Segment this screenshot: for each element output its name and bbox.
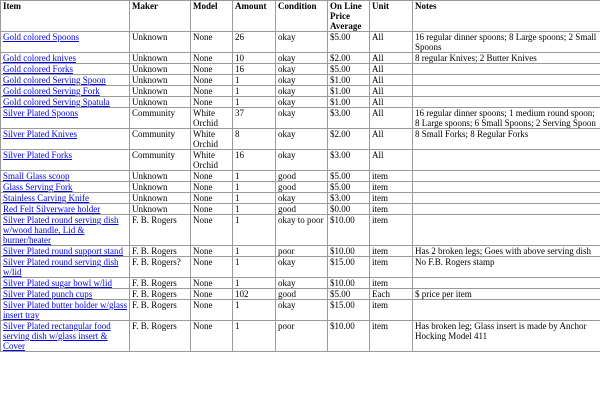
table-row (1, 289, 600, 300)
cell-amount: 1 (233, 321, 276, 352)
cell-price: $10.00 (328, 215, 370, 246)
cell-item (1, 129, 130, 150)
table-row (1, 150, 600, 171)
cell-unit: item (370, 278, 413, 289)
cell-price: $10.00 (328, 278, 370, 289)
cell-unit: All (370, 64, 413, 75)
cell-item (1, 150, 130, 171)
cell-price: $3.00 (328, 108, 370, 129)
cell-unit: All (370, 108, 413, 129)
table-row (1, 321, 600, 352)
table-row (1, 97, 600, 108)
cell-unit: All (370, 150, 413, 171)
cell-maker: F. B. Rogers (130, 289, 191, 300)
table-row (1, 64, 600, 75)
cell-condition: okay (276, 129, 328, 150)
cell-model: None (191, 289, 233, 300)
item-link[interactable]: Silver Plated Knives (3, 129, 77, 139)
cell-maker: Community (130, 108, 191, 129)
cell-amount: 10 (233, 53, 276, 64)
item-link[interactable]: Small Glass scoop (3, 171, 70, 181)
cell-model: None (191, 215, 233, 246)
cell-model: None (191, 300, 233, 321)
header-maker: Maker (130, 1, 191, 32)
item-link[interactable]: Red Felt Silverware holder (3, 204, 101, 214)
cell-item (1, 246, 130, 257)
cell-price: $1.00 (328, 97, 370, 108)
table-row (1, 215, 600, 246)
cell-maker: F. B. Rogers? (130, 257, 191, 278)
item-link[interactable]: Gold colored Forks (3, 64, 73, 74)
item-link[interactable]: Gold colored Spoons (3, 32, 79, 42)
header-price: On Line Price Average (328, 1, 370, 32)
cell-notes (413, 182, 600, 193)
cell-notes (413, 64, 600, 75)
cell-condition: good (276, 289, 328, 300)
cell-unit: All (370, 75, 413, 86)
cell-price: $5.00 (328, 32, 370, 53)
cell-notes: Has 2 broken legs; Goes with above serving dish (413, 246, 600, 257)
cell-unit: item (370, 246, 413, 257)
cell-unit: item (370, 257, 413, 278)
cell-model: None (191, 75, 233, 86)
cell-price: $10.00 (328, 246, 370, 257)
cell-price: $3.00 (328, 150, 370, 171)
cell-model: None (191, 257, 233, 278)
header-row (1, 1, 600, 32)
cell-maker: F. B. Rogers (130, 246, 191, 257)
cell-model: None (191, 64, 233, 75)
cell-price: $5.00 (328, 64, 370, 75)
cell-model: None (191, 53, 233, 64)
cell-amount: 1 (233, 193, 276, 204)
cell-amount: 1 (233, 171, 276, 182)
cell-notes (413, 215, 600, 246)
cell-model: None (191, 171, 233, 182)
cell-unit: All (370, 32, 413, 53)
item-link[interactable]: Silver Plated butter holder w/glass insert tray (3, 300, 127, 320)
cell-item (1, 321, 130, 352)
cell-notes: 8 Small Forks; 8 Regular Forks (413, 129, 600, 150)
table-row (1, 182, 600, 193)
cell-model: White Orchid (191, 108, 233, 129)
cell-condition: poor (276, 246, 328, 257)
cell-amount: 1 (233, 215, 276, 246)
table-row (1, 86, 600, 97)
cell-condition: okay (276, 75, 328, 86)
cell-model: None (191, 86, 233, 97)
cell-unit: item (370, 204, 413, 215)
cell-item (1, 182, 130, 193)
cell-unit: All (370, 86, 413, 97)
cell-unit: item (370, 182, 413, 193)
cell-price: $5.00 (328, 171, 370, 182)
cell-condition: okay to poor (276, 215, 328, 246)
table-row (1, 32, 600, 53)
cell-notes: $ price per item (413, 289, 600, 300)
item-link[interactable]: Silver Plated round support stand (3, 246, 123, 256)
cell-model: None (191, 182, 233, 193)
cell-amount: 102 (233, 289, 276, 300)
cell-condition: okay (276, 53, 328, 64)
cell-model: White Orchid (191, 150, 233, 171)
cell-price: $10.00 (328, 321, 370, 352)
cell-maker: Unknown (130, 182, 191, 193)
cell-maker: Unknown (130, 75, 191, 86)
cell-model: None (191, 97, 233, 108)
table-row (1, 171, 600, 182)
cell-unit: item (370, 193, 413, 204)
cell-model: None (191, 278, 233, 289)
cell-notes (413, 171, 600, 182)
cell-unit: All (370, 129, 413, 150)
cell-notes (413, 150, 600, 171)
item-link[interactable]: Gold colored Serving Fork (3, 86, 100, 96)
cell-notes (413, 278, 600, 289)
cell-maker: Unknown (130, 171, 191, 182)
cell-amount: 16 (233, 64, 276, 75)
cell-item (1, 278, 130, 289)
cell-amount: 1 (233, 278, 276, 289)
cell-condition: okay (276, 108, 328, 129)
item-link[interactable]: Silver Plated round serving dish w/wood handle, Lid & burner/heater (3, 215, 119, 245)
cell-price: $1.00 (328, 86, 370, 97)
item-link[interactable]: Gold colored Serving Spoon (3, 75, 106, 85)
cell-price: $5.00 (328, 182, 370, 193)
cell-condition: good (276, 171, 328, 182)
cell-model: None (191, 193, 233, 204)
cell-condition: poor (276, 321, 328, 352)
cell-notes (413, 204, 600, 215)
table-row (1, 300, 600, 321)
cell-item (1, 32, 130, 53)
cell-condition: okay (276, 64, 328, 75)
cell-unit: All (370, 97, 413, 108)
header-condition: Condition (276, 1, 328, 32)
cell-notes (413, 97, 600, 108)
cell-condition: okay (276, 150, 328, 171)
cell-amount: 26 (233, 32, 276, 53)
item-link[interactable]: Silver Plated Forks (3, 150, 72, 160)
cell-notes (413, 193, 600, 204)
table-row (1, 53, 600, 64)
cell-notes: No F.B. Rogers stamp (413, 257, 600, 278)
cell-unit: Each (370, 289, 413, 300)
table-row (1, 246, 600, 257)
cell-price: $1.00 (328, 75, 370, 86)
table-row (1, 108, 600, 129)
cell-unit: item (370, 215, 413, 246)
item-link[interactable]: Glass Serving Fork (3, 182, 73, 192)
cell-price: $2.00 (328, 129, 370, 150)
cell-item (1, 108, 130, 129)
cell-maker: Unknown (130, 53, 191, 64)
cell-item (1, 53, 130, 64)
cell-maker: F. B. Rogers (130, 215, 191, 246)
cell-amount: 1 (233, 75, 276, 86)
cell-notes: 16 regular dinner spoons; 1 medium round spoon; 8 Large spoons; 6 Small Spoons; 2 Serving Spoon (413, 108, 600, 129)
item-link[interactable]: Gold colored knives (3, 53, 76, 63)
cell-price: $15.00 (328, 300, 370, 321)
cell-price: $3.00 (328, 193, 370, 204)
cell-amount: 37 (233, 108, 276, 129)
cell-model: None (191, 321, 233, 352)
cell-item (1, 193, 130, 204)
cell-price: $15.00 (328, 257, 370, 278)
item-link[interactable]: Silver Plated round serving dish w/lid (3, 257, 119, 277)
cell-amount: 1 (233, 204, 276, 215)
header-model: Model (191, 1, 233, 32)
cell-maker: Community (130, 150, 191, 171)
cell-maker: Unknown (130, 32, 191, 53)
item-link[interactable]: Silver Plated sugar bowl w/lid (3, 278, 112, 288)
table-row (1, 129, 600, 150)
cell-condition: okay (276, 97, 328, 108)
cell-item (1, 204, 130, 215)
cell-condition: okay (276, 86, 328, 97)
item-link[interactable]: Silver Plated rectangular food serving dish w/glass insert & Cover (3, 321, 111, 351)
cell-condition: good (276, 182, 328, 193)
cell-unit: item (370, 300, 413, 321)
cell-item (1, 97, 130, 108)
cell-unit: item (370, 171, 413, 182)
cell-notes (413, 300, 600, 321)
cell-model: None (191, 246, 233, 257)
cell-notes: 8 regular Knives; 2 Butter Knives (413, 53, 600, 64)
cell-price: $0.00 (328, 204, 370, 215)
cell-model: None (191, 204, 233, 215)
cell-notes: Has broken leg; Glass insert is made by Anchor Hocking Model 411 (413, 321, 600, 352)
cell-amount: 8 (233, 129, 276, 150)
cell-item (1, 171, 130, 182)
cell-condition: okay (276, 300, 328, 321)
cell-notes (413, 75, 600, 86)
table-row (1, 204, 600, 215)
header-unit: Unit (370, 1, 413, 32)
cell-amount: 1 (233, 97, 276, 108)
cell-maker: F. B. Rogers (130, 321, 191, 352)
cell-item (1, 215, 130, 246)
cell-condition: okay (276, 32, 328, 53)
cell-item (1, 64, 130, 75)
cell-unit: item (370, 321, 413, 352)
cell-maker: F. B. Rogers (130, 300, 191, 321)
cell-maker: Unknown (130, 97, 191, 108)
cell-maker: F. B. Rogers (130, 278, 191, 289)
item-link[interactable]: Gold colored Serving Spatula (3, 97, 110, 107)
cell-maker: Unknown (130, 86, 191, 97)
cell-condition: good (276, 204, 328, 215)
cell-item (1, 300, 130, 321)
cell-amount: 1 (233, 257, 276, 278)
header-item: Item (1, 1, 130, 32)
cell-amount: 1 (233, 246, 276, 257)
cell-amount: 16 (233, 150, 276, 171)
cell-maker: Community (130, 129, 191, 150)
cell-item (1, 86, 130, 97)
cell-notes (413, 86, 600, 97)
cell-item (1, 75, 130, 86)
cell-condition: okay (276, 257, 328, 278)
table-row (1, 278, 600, 289)
cell-unit: All (370, 53, 413, 64)
header-notes: Notes (413, 1, 600, 32)
cell-model: None (191, 32, 233, 53)
cell-amount: 1 (233, 86, 276, 97)
item-link[interactable]: Silver Plated punch cups (3, 289, 93, 299)
item-link[interactable]: Silver Plated Spoons (3, 108, 79, 118)
item-link[interactable]: Stainless Carving Knife (3, 193, 89, 203)
table-row (1, 193, 600, 204)
cell-maker: Unknown (130, 204, 191, 215)
cell-price: $2.00 (328, 53, 370, 64)
cell-item (1, 289, 130, 300)
cell-amount: 1 (233, 300, 276, 321)
table-row (1, 257, 600, 278)
cell-price: $5.00 (328, 289, 370, 300)
header-amount: Amount (233, 1, 276, 32)
cell-condition: okay (276, 278, 328, 289)
cell-maker: Unknown (130, 193, 191, 204)
table-row (1, 75, 600, 86)
cell-amount: 1 (233, 182, 276, 193)
cell-condition: okay (276, 193, 328, 204)
cell-maker: Unknown (130, 64, 191, 75)
cell-notes: 16 regular dinner spoons; 8 Large spoons; 2 Small Spoons (413, 32, 600, 53)
cell-model: White Orchid (191, 129, 233, 150)
cell-item (1, 257, 130, 278)
